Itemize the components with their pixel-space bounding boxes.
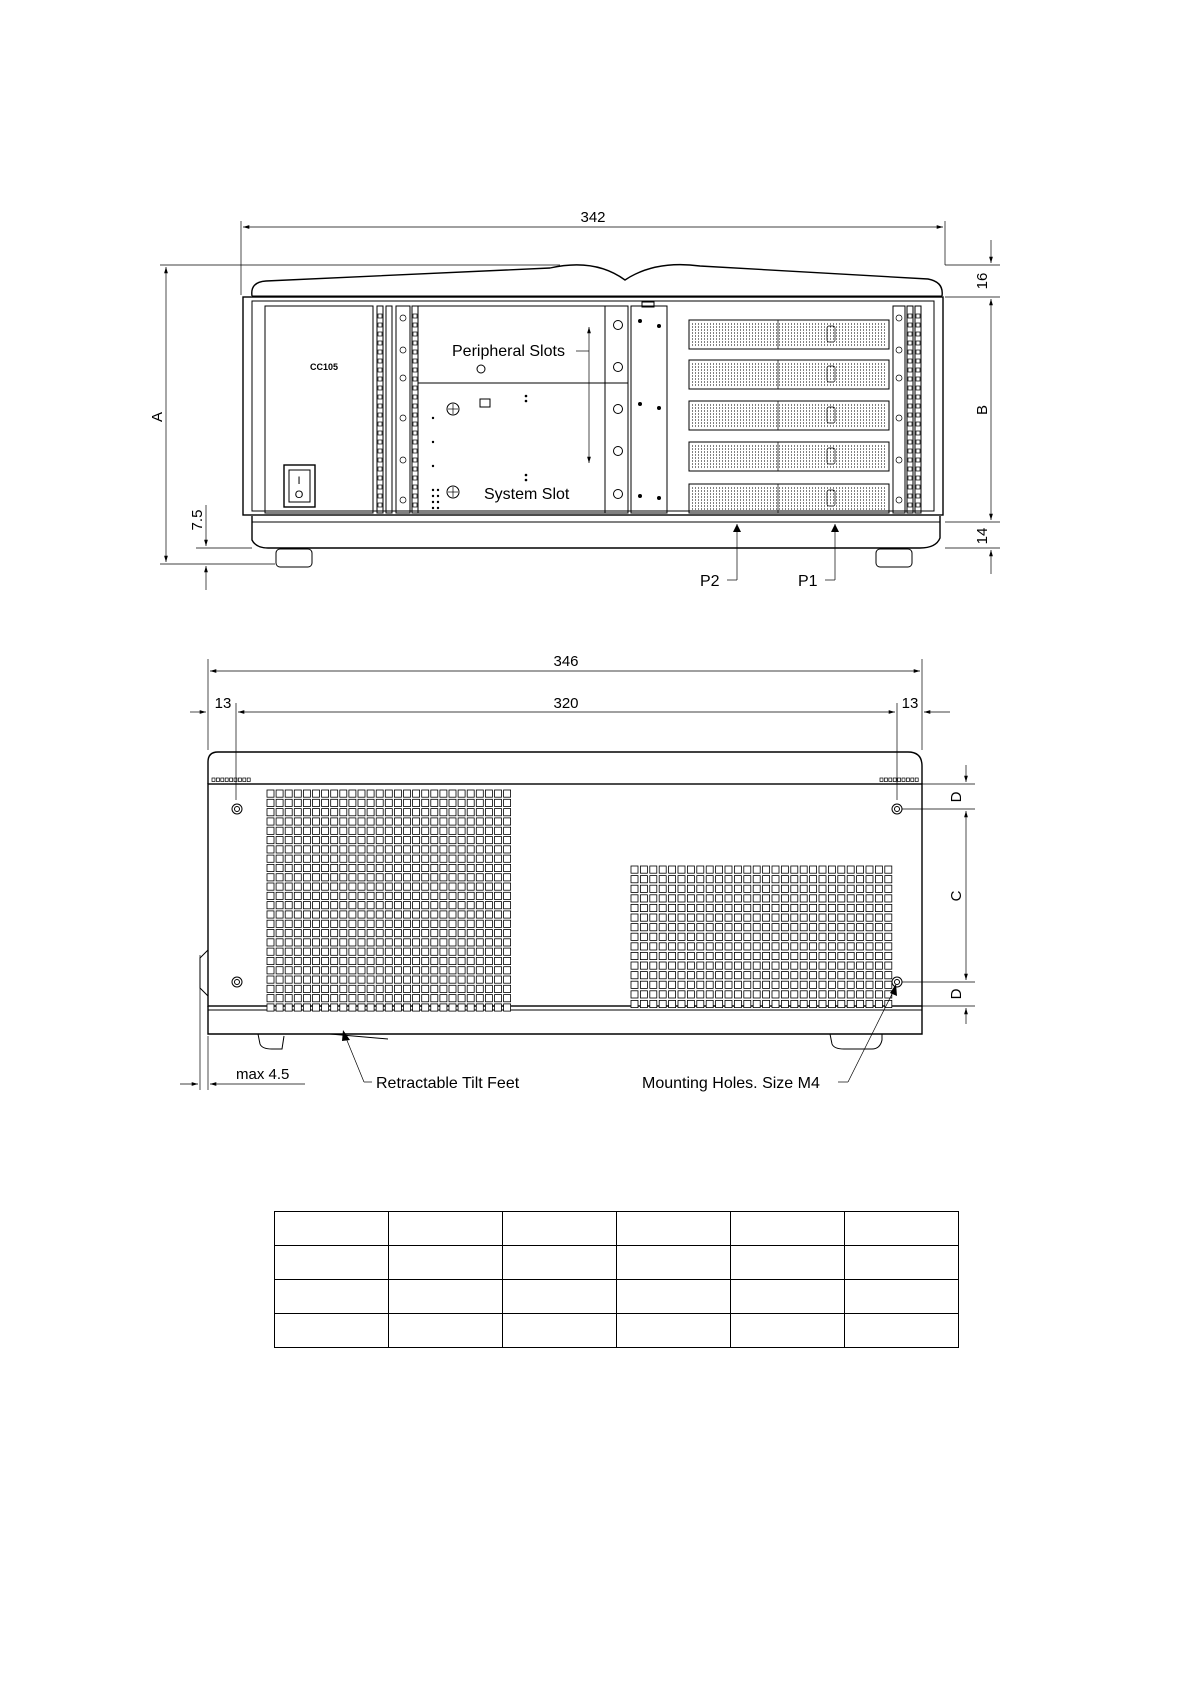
label-c: C xyxy=(948,890,965,902)
switch-on-symbol: I xyxy=(297,475,301,487)
table-cell xyxy=(617,1212,731,1246)
table-cell xyxy=(731,1280,845,1314)
label-d-top: D xyxy=(948,791,965,803)
switch-off-symbol: O xyxy=(294,489,304,501)
left-margin-dim: 13 xyxy=(214,695,232,712)
side-total-width-dim: 346 xyxy=(553,653,579,670)
mounting-holes-label: Mounting Holes. Size M4 xyxy=(642,1075,820,1092)
connector-p2-label: P2 xyxy=(700,573,720,590)
bottom-dim: 14 xyxy=(974,527,991,545)
max-dim: max 4.5 xyxy=(236,1066,290,1083)
inner-width-dim: 320 xyxy=(553,695,579,712)
table-cell xyxy=(617,1246,731,1280)
board-screws xyxy=(614,321,623,499)
peripheral-slots-label: Peripheral Slots xyxy=(452,343,565,360)
table-row xyxy=(275,1314,959,1348)
table-cell xyxy=(731,1212,845,1246)
table-cell xyxy=(275,1212,389,1246)
side-view xyxy=(180,653,975,1092)
table-cell xyxy=(389,1212,503,1246)
table-row xyxy=(275,1212,959,1246)
table-cell xyxy=(389,1314,503,1348)
vent-grid-left xyxy=(267,790,511,1011)
label-d-bottom: D xyxy=(948,988,965,1000)
vent-grid-right xyxy=(631,866,892,1008)
table-cell xyxy=(503,1246,617,1280)
table-cell xyxy=(275,1314,389,1348)
connector-p1-label: P1 xyxy=(798,573,818,590)
front-width-dim: 342 xyxy=(580,209,606,226)
power-switch-icon xyxy=(284,465,315,507)
table-cell xyxy=(845,1246,959,1280)
table-row xyxy=(275,1246,959,1280)
panel-holes xyxy=(638,319,661,500)
card-rails-left xyxy=(378,314,417,507)
unit-label: CC105 xyxy=(309,362,339,372)
dimension-table xyxy=(274,1211,959,1348)
table-cell xyxy=(731,1314,845,1348)
table-cell xyxy=(845,1280,959,1314)
table-cell xyxy=(275,1280,389,1314)
table-cell xyxy=(503,1314,617,1348)
table-cell xyxy=(275,1246,389,1280)
table-cell xyxy=(389,1280,503,1314)
system-slot-label: System Slot xyxy=(484,486,570,503)
table-cell xyxy=(389,1246,503,1280)
table-cell xyxy=(503,1280,617,1314)
table-cell xyxy=(845,1212,959,1246)
drive-bays xyxy=(689,320,889,513)
vent-top-row xyxy=(212,778,918,782)
height-label-a: A xyxy=(149,411,166,423)
right-margin-dim: 13 xyxy=(901,695,919,712)
table-cell xyxy=(617,1280,731,1314)
table-cell xyxy=(731,1246,845,1280)
table-row xyxy=(275,1280,959,1314)
height-label-b: B xyxy=(974,404,991,416)
card-rails-right xyxy=(896,314,920,507)
table-cell xyxy=(845,1314,959,1348)
front-view xyxy=(149,209,1000,590)
tilt-feet-label: Retractable Tilt Feet xyxy=(376,1075,520,1092)
table-cell xyxy=(503,1212,617,1246)
top-dim: 16 xyxy=(974,272,991,290)
feet-dim: 7.5 xyxy=(189,509,206,531)
table-cell xyxy=(617,1314,731,1348)
